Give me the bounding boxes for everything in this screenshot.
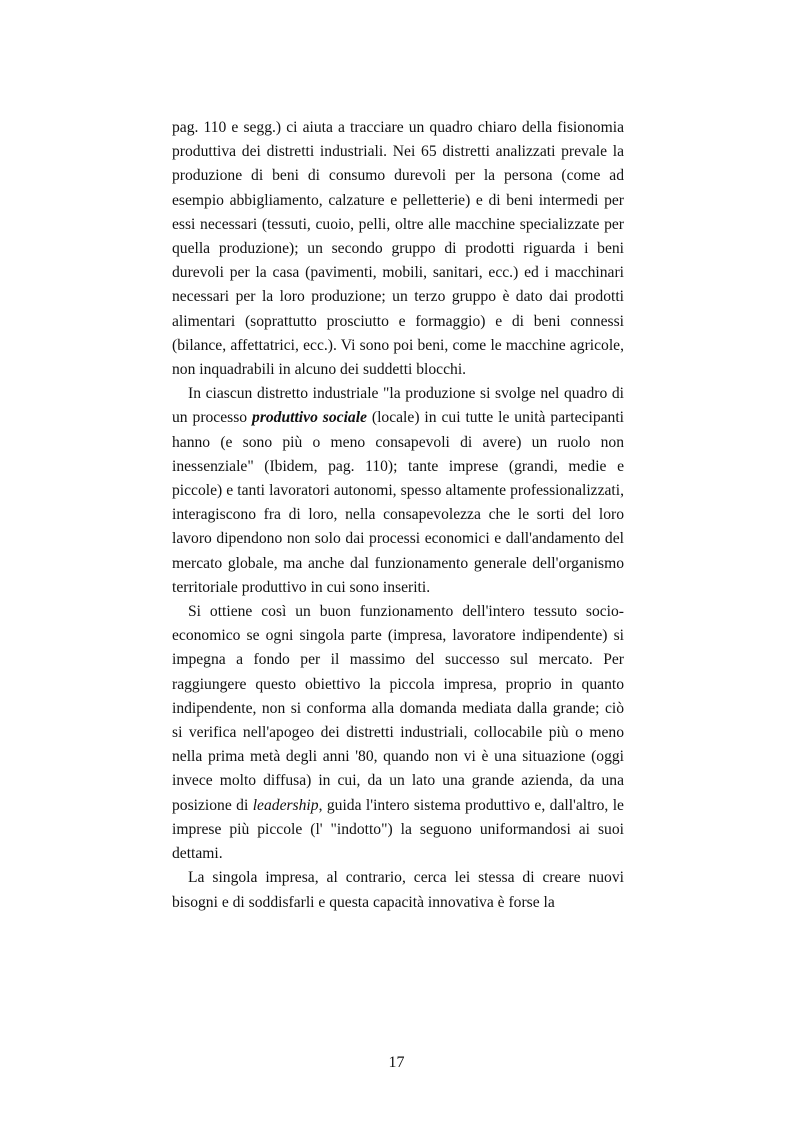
paragraph-3	[172, 600, 624, 866]
paragraph-3-text-end: , guida l'intero sistema produttivo e, dall'altro, le imprese più piccole (l' "indotto") la seguono uniformandosi ai suoi dettami.	[172, 796, 624, 863]
paragraph-2	[172, 382, 624, 600]
paragraph-3-text-start: Si ottiene così un buon funzionamento dell'intero tessuto socio-economico se ogni singola parte (impresa, lavoratore indipendente) si impegna a fondo per il massimo del successo sul mercato. Per raggiungere questo obiettivo la piccola impresa, proprio in quanto indipendente, non si conforma alla domanda mediata dalla grande; ciò si verifica nell'apogeo dei distretti industriali, collocabile più o meno nella prima metà degli anni '80, quando non vi è una situazione (oggi invece molto diffusa) in cui, da un lato una grande azienda, da una posizione di	[172, 603, 624, 814]
paragraph-2-text-end: (locale) in cui tutte le unità partecipanti hanno (e sono più o meno consapevoli di avere) un ruolo non inessenziale" (Ibidem, pag. 110); tante imprese (grandi, medie e piccole) e tanti lavoratori autonomi, spesso altamente professionalizzati, interagiscono fra di loro, nella consapevolezza che le sorti del loro lavoro dipendono non solo dai processi economici e dall'andamento del mercato globale, ma anche dal funzionamento generale dell'organismo territoriale produttivo in cui sono inseriti.	[172, 409, 624, 596]
paragraph-4	[172, 866, 624, 914]
paragraph-2-text-start: In ciascun distretto industriale "la produzione si svolge nel quadro di un processo	[172, 385, 624, 427]
emphasis-produttivo-sociale: produttivo sociale	[252, 409, 367, 427]
paragraph-4-text: La singola impresa, al contrario, cerca lei stessa di creare nuovi bisogni e di soddisfarli e questa capacità innovativa è forse la	[172, 869, 624, 911]
body-text	[172, 116, 624, 915]
emphasis-leadership: leadership	[252, 796, 319, 814]
paragraph-1-text: pag. 110 e segg.) ci aiuta a tracciare un quadro chiaro della fisionomia produttiva dei distretti industriali. Nei 65 distretti analizzati prevale la produzione di beni di consumo durevoli per la persona (come ad esempio abbigliamento, calzature e pelletterie) e di beni intermedi per essi necessari (tessuti, cuoio, pelli, oltre alle macchine specializzate per quella produzione); un secondo gruppo di prodotti riguarda i beni durevoli per la casa (pavimenti, mobili, sanitari, ecc.) ed i macchinari necessari per la loro produzione; un terzo gruppo è dato dai prodotti alimentari (soprattutto prosciutto e formaggio) e di beni connessi (bilance, affettatrici, ecc.). Vi sono poi beni, come le macchine agricole, non inquadrabili in alcuno dei suddetti blocchi.	[172, 119, 624, 379]
paragraph-1	[172, 116, 624, 382]
page-number: 17	[388, 1054, 405, 1071]
